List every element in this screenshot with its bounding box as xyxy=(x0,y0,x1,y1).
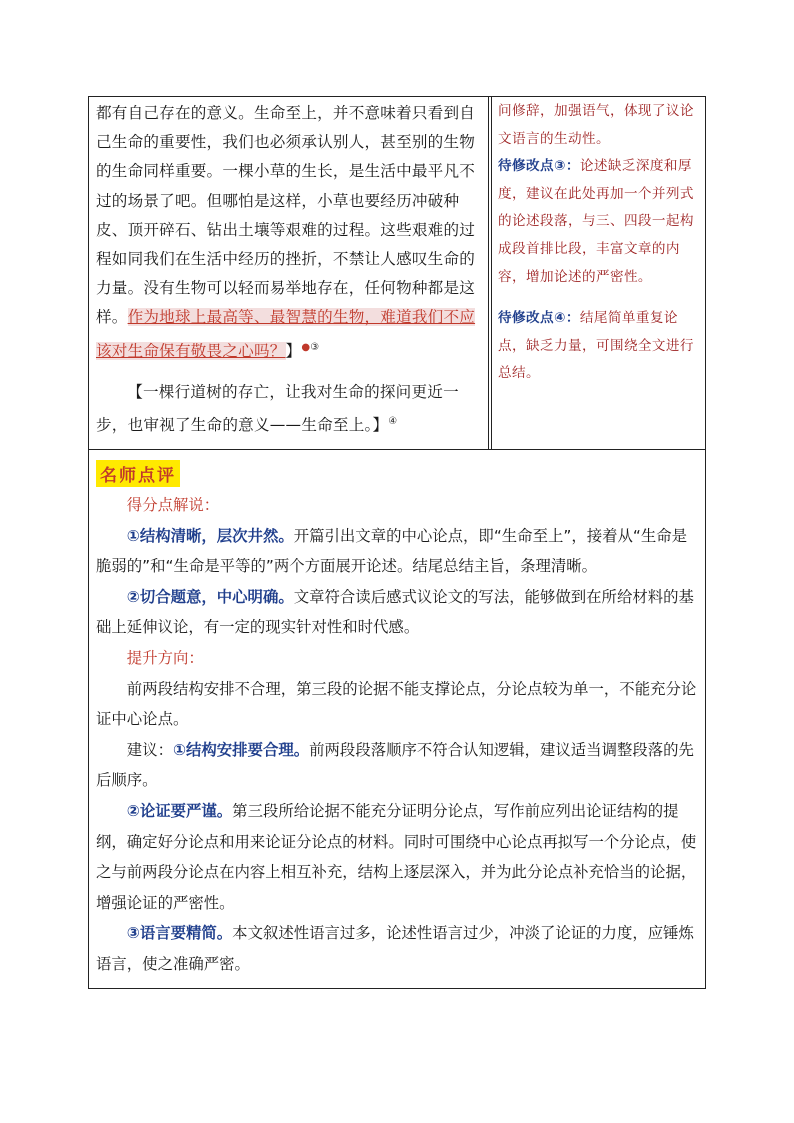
suggestion-1: 建议：①结构安排要合理。前两段段落顺序不符合认知逻辑，建议适当调整段落的先后顺序。 xyxy=(96,740,694,790)
highlighted-revision-text: 作为地球上最高等、最智慧的生物，难道我们不应该对生命保有敬畏之心吗？ xyxy=(96,308,476,360)
essay-paragraph: 都有自己存在的意义。生命至上，并不意味着只看到自己生命的重要性，我们也必须承认别人，甚至别的生物的生命同样重要。一棵小草的生长，是生活中最平凡不过的场景了吧。但哪怕是这样，小草也要经历冲破种皮、顶开碎石、钻出土壤等艰难的过程。这些艰难的过程如同我们在生活中经历的挫折，不禁让人感叹生命的力量。没有生物可以轻而易举地存在，任何物种都是这样。作为地球上最高等、最智慧的生物，难道我们不应该对生命保有敬畏之心吗？】●③ xyxy=(96,104,476,360)
teacher-review xyxy=(96,490,700,980)
score-point-1: ①结构清晰，层次井然。开篇引出文章的中心论点，即“生命至上”，接着从“生命是脆弱的”和“生命是平等的”两个方面展开论述。结尾总结主旨，条理清晰。 xyxy=(96,526,688,576)
table-row-divider xyxy=(88,449,706,450)
note-item-4: 待修改点④：结尾简单重复论点，缺乏力量，可围绕全文进行总结。 xyxy=(498,310,694,382)
suggestion-2: ②论证要严谨。第三段所给论据不能充分证明分论点，写作前应列出论证结构的提纲，确定好分论点和用来论证分论点的材料。同时可围绕中心论点再拟写一个分论点，使之与前两段分论点在内容上相互补充，结构上逐层深入，并为此分论点补充恰当的论据，增强论证的严密性。 xyxy=(96,801,697,912)
annotation-marker-3: ●③ xyxy=(301,341,320,353)
table-column-divider-inner xyxy=(491,96,492,449)
note-item-4-label: 待修改点④： xyxy=(498,310,580,327)
score-point-2: ②切合题意，中心明确。文章符合读后感式议论文的写法，能够做到在所给材料的基础上延伸议论，有一定的现实针对性和时代感。 xyxy=(96,587,694,637)
essay-excerpt xyxy=(96,99,482,441)
note-intro: 问修辞，加强语气，体现了议论文语言的生动性。 xyxy=(498,103,694,147)
essay-closing-paragraph: 【一棵行道树的存亡，让我对生命的探问更近一步，也审视了生命的意义——生命至上。】④ xyxy=(96,383,459,435)
note-item-3-label: 待修改点③： xyxy=(498,158,580,175)
score-points-heading: 得分点解说： xyxy=(126,496,220,514)
table-column-divider-outer xyxy=(488,96,489,449)
revision-notes xyxy=(498,98,702,388)
suggestion-3: ③语言要精简。本文叙述性语言过多，论述性语言过少，冲淡了论证的力度，应锤炼语言，使之准确严密。 xyxy=(96,924,694,973)
improvement-heading: 提升方向： xyxy=(126,648,204,667)
annotation-marker-4: ④ xyxy=(388,416,398,428)
teacher-review-badge: 名师点评 xyxy=(96,460,180,487)
improvement-summary: 前两段结构安排不合理，第三段的论据不能支撑论点，分论点较为单一，不能充分论证中心论点。 xyxy=(96,679,697,729)
note-item-3: 待修改点③：论述缺乏深度和厚度，建议在此处再加一个并列式的论述段落，与三、四段一起构成段首排比段，丰富文章的内容，增加论述的严密性。 xyxy=(498,158,694,285)
